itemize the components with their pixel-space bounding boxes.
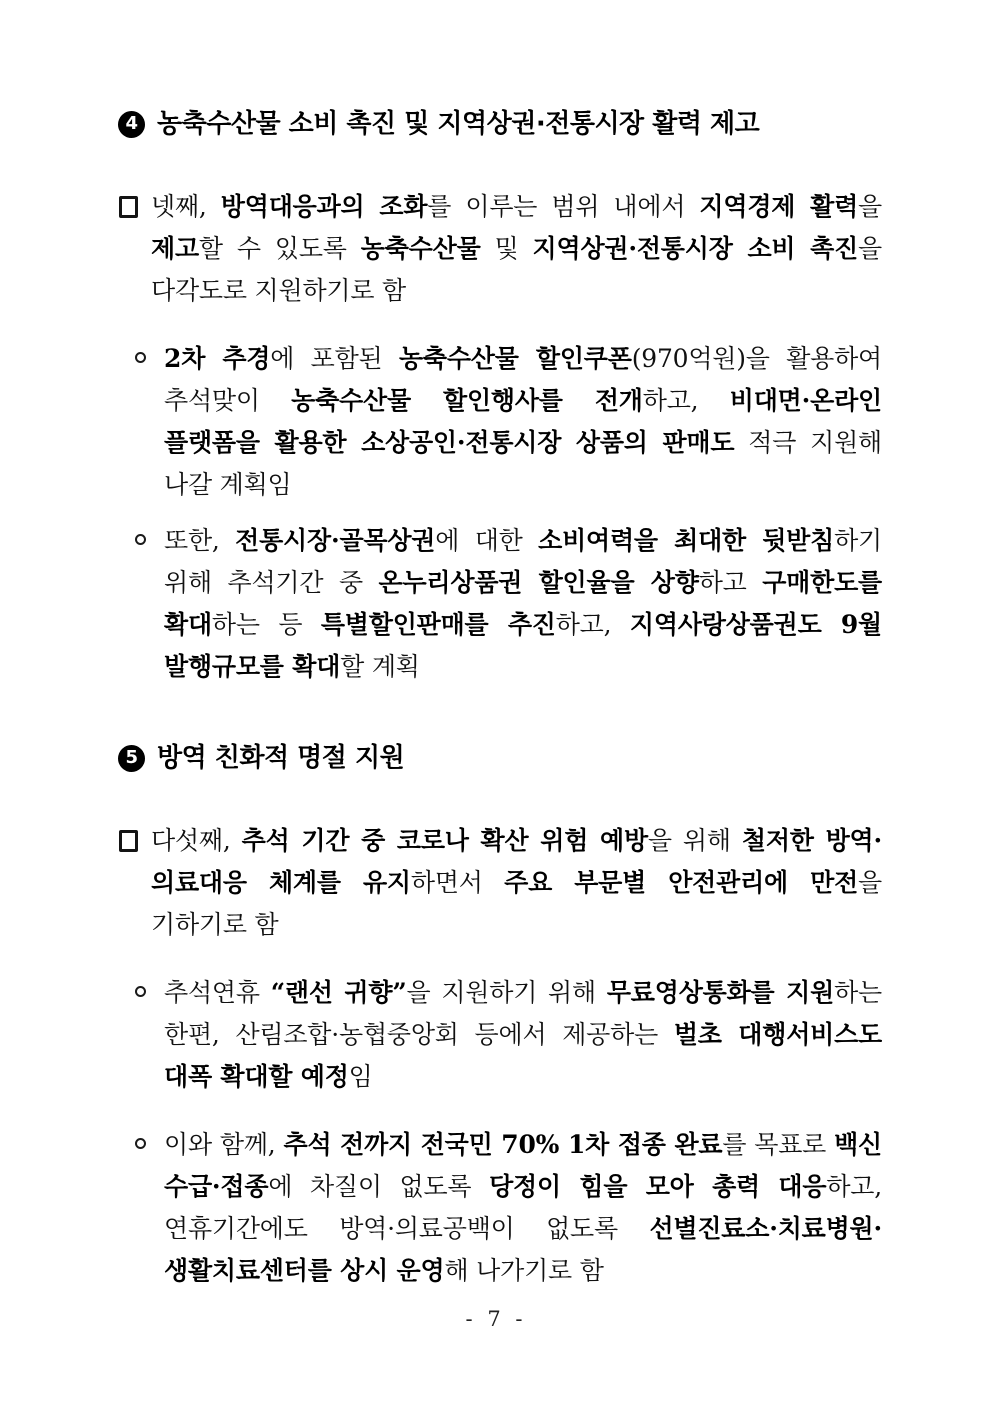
section-5-heading [118, 740, 882, 776]
paragraph-text: 다섯째, 추석 기간 중 코로나 확산 위험 예방을 위해 철저한 방역·의료대응 체계를 유지하면서 주요 부문별 안전관리에 만전을 기하기로 함 [151, 826, 882, 939]
paragraph-section4-sub2 [135, 520, 882, 688]
section-4-number-badge: 4 [118, 111, 145, 138]
paragraph-text: 넷째, 방역대응과의 조화를 이루는 범위 내에서 지역경제 활력을 제고할 수 있도록 농축수산물 및 지역상권·전통시장 소비 촉진을 다각도로 지원하기로 함 [151, 192, 882, 305]
section-5-title: 방역 친화적 명절 지원 [157, 743, 405, 773]
section-4-heading [118, 106, 882, 142]
square-bullet-icon [119, 196, 138, 218]
paragraph-section5-main [118, 820, 882, 946]
page-number: - 7 - [465, 1307, 527, 1331]
paragraph-section5-sub2 [135, 1124, 882, 1292]
circle-bullet-icon [135, 352, 146, 363]
paragraph-text: 추석연휴 “랜선 귀향”을 지원하기 위해 무료영상통화를 지원하는 한편, 산림조합·농협중앙회 등에서 제공하는 벌초 대행서비스도 대폭 확대할 예정임 [164, 978, 882, 1091]
circle-bullet-icon [135, 534, 146, 545]
paragraph-text: 2차 추경에 포함된 농축수산물 할인쿠폰(970억원)을 활용하여 추석맞이 농축수산물 할인행사를 전개하고, 비대면·온라인 플랫폼을 활용한 소상공인·전통시장 상품의 판매도 적극 지원해 나갈 계획임 [164, 344, 882, 499]
circle-bullet-icon [135, 1138, 146, 1149]
paragraph-section4-main [118, 186, 882, 312]
section-4-title: 농축수산물 소비 촉진 및 지역상권·전통시장 활력 제고 [157, 109, 760, 139]
paragraph-section5-sub1 [135, 972, 882, 1098]
paragraph-section4-sub1 [135, 338, 882, 506]
section-5-number-badge: 5 [118, 745, 145, 772]
paragraph-text: 이와 함께, 추석 전까지 전국민 70% 1차 접종 완료를 목표로 백신 수급·접종에 차질이 없도록 당정이 힘을 모아 총력 대응하고, 연휴기간에도 방역·의료공백이 없도록 선별진료소·치료병원·생활치료센터를 상시 운영해 나가기로 함 [164, 1130, 883, 1285]
circle-bullet-icon [135, 986, 146, 997]
paragraph-text: 또한, 전통시장·골목상권에 대한 소비여력을 최대한 뒷받침하기 위해 추석기간 중 온누리상품권 할인율을 상향하고 구매한도를 확대하는 등 특별할인판매를 추진하고, 지역사랑상품권도 9월 발행규모를 확대할 계획 [164, 526, 882, 681]
square-bullet-icon [119, 830, 138, 852]
